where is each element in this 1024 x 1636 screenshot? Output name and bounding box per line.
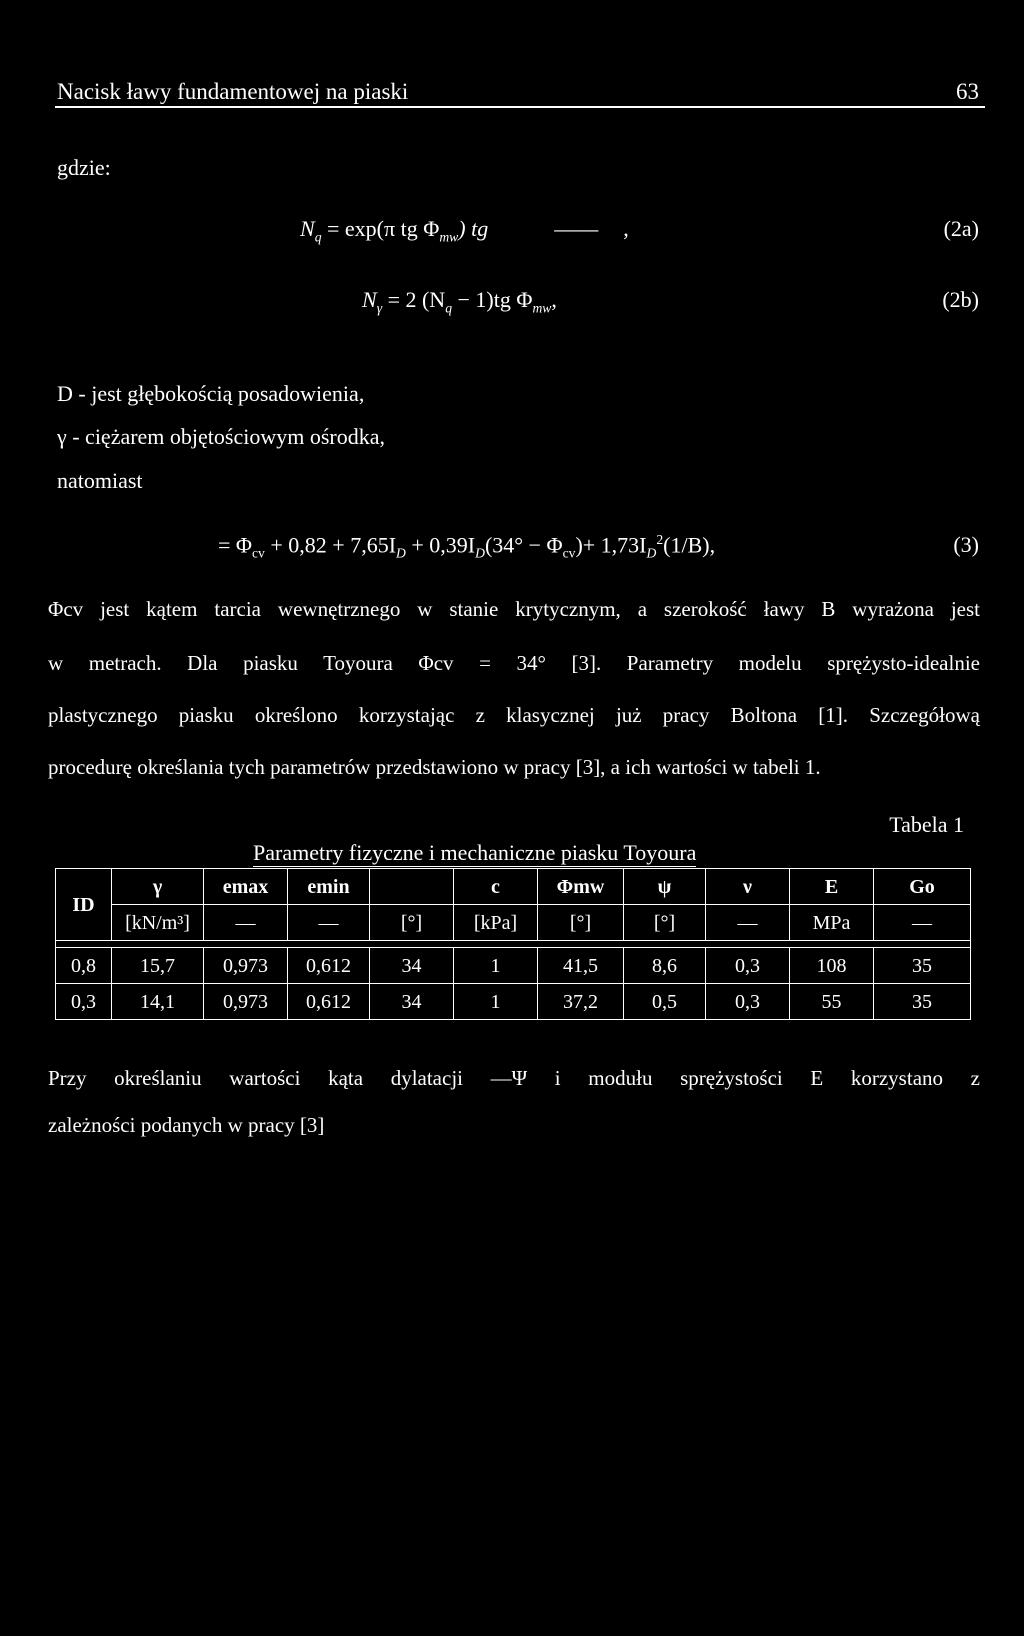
table-cell: 0,5: [624, 984, 706, 1020]
table-unit-cell: [°]: [624, 905, 706, 941]
table-cell: 108: [790, 948, 874, 984]
table-unit-cell: —: [204, 905, 288, 941]
table-unit-cell: [°]: [538, 905, 624, 941]
table-title: Parametry fizyczne i mechaniczne piasku Toyoura: [253, 840, 697, 865]
table-symbol-row: [56, 869, 971, 905]
table-header-cell: γ: [112, 869, 204, 905]
table-row: [56, 948, 971, 984]
table-cell: 15,7: [112, 948, 204, 984]
table-spacer: [56, 941, 971, 948]
table-header-cell: emin: [288, 869, 370, 905]
paragraph-line-3: plastycznego piasku określono korzystając z klasycznej już pracy Boltona [1]. Szczegółową: [48, 703, 980, 727]
table-header-cell: Φmw: [538, 869, 624, 905]
definition-unit-weight: γ - ciężarem objętościowym ośrodka,: [57, 424, 386, 449]
table-unit-cell: [kPa]: [454, 905, 538, 941]
table-header-cell: emax: [204, 869, 288, 905]
table-unit-cell: —: [288, 905, 370, 941]
table-unit-cell: —: [706, 905, 790, 941]
paragraph-line-1: Φcv jest kątem tarcia wewnętrznego w stanie krytycznym, a szerokość ławy B wyrażona jest: [48, 597, 980, 621]
table-header-cell: [370, 869, 454, 905]
table-cell: 0,8: [56, 948, 112, 984]
table-cell: 41,5: [538, 948, 624, 984]
definition-depth: D - jest głębokością posadowienia,: [57, 381, 365, 406]
table-unit-cell: [°]: [370, 905, 454, 941]
equation-3-number: (3): [953, 532, 979, 557]
table-unit-cell: [kN/m³]: [112, 905, 204, 941]
table-header-cell: E: [790, 869, 874, 905]
running-header-title: Nacisk ławy fundamentowej na piaski: [57, 79, 409, 104]
table-cell: 55: [790, 984, 874, 1020]
table-cell: 1: [454, 948, 538, 984]
table-row: [56, 984, 971, 1020]
table-cell: 0,612: [288, 948, 370, 984]
closing-line-1: Przy określaniu wartości kąta dylatacji —Ψ i modułu sprężystości E korzystano z: [48, 1066, 980, 1090]
intro-label: gdzie:: [57, 155, 111, 180]
table-cell: 0,973: [204, 948, 288, 984]
table-cell: 35: [874, 984, 971, 1020]
table-header-id: ID: [56, 869, 112, 941]
table-cell: 37,2: [538, 984, 624, 1020]
table-cell: 0,973: [204, 984, 288, 1020]
equation-2b-number: (2b): [942, 287, 979, 312]
closing-line-2: zależności podanych w pracy [3]: [48, 1113, 325, 1137]
table-cell: 35: [874, 948, 971, 984]
table-cell: 14,1: [112, 984, 204, 1020]
page-number: 63: [956, 79, 979, 104]
equation-2a-number: (2a): [943, 216, 979, 241]
table-header-cell: ν: [706, 869, 790, 905]
table-units-row: [56, 905, 971, 941]
equation-2b: $N_\gamma = 2$ $(N_q - 1)tg$ $\Phi_{mw}$,: [362, 287, 557, 316]
equation-3: = $\Phi_{cv} + 0,82 + 7,65I_D + 0,39I_D(34^\circ - \Phi_{cv})+ 1,73I_D^2(1/B)$,: [218, 532, 716, 561]
table-unit-cell: —: [874, 905, 971, 941]
table-header-cell: ψ: [624, 869, 706, 905]
table-cell: 8,6: [624, 948, 706, 984]
table-cell: 1: [454, 984, 538, 1020]
table-cell: 0,3: [706, 984, 790, 1020]
definition-connector: natomiast: [57, 468, 143, 493]
parameters-table: [55, 868, 971, 1020]
table-header-cell: c: [454, 869, 538, 905]
paragraph-line-4: procedurę określania tych parametrów przedstawiono w pracy [3], a ich wartości w tabeli 1.: [48, 755, 821, 779]
table-unit-cell: MPa: [790, 905, 874, 941]
table-cell: 0,3: [706, 948, 790, 984]
table-cell: 0,3: [56, 984, 112, 1020]
header-rule: [55, 106, 985, 108]
table-caption: Tabela 1: [889, 812, 964, 837]
table-cell: 34: [370, 984, 454, 1020]
paragraph-line-2: w metrach. Dla piasku Toyoura Φcv = 34° [3]. Parametry modelu sprężysto-idealnie: [48, 651, 980, 675]
table-header-cell: Go: [874, 869, 971, 905]
table-cell: 0,612: [288, 984, 370, 1020]
equation-2a: $N_q = \exp(\pi$ tg $\Phi_{mw}$) tg —— ,: [300, 216, 629, 245]
table-cell: 34: [370, 948, 454, 984]
